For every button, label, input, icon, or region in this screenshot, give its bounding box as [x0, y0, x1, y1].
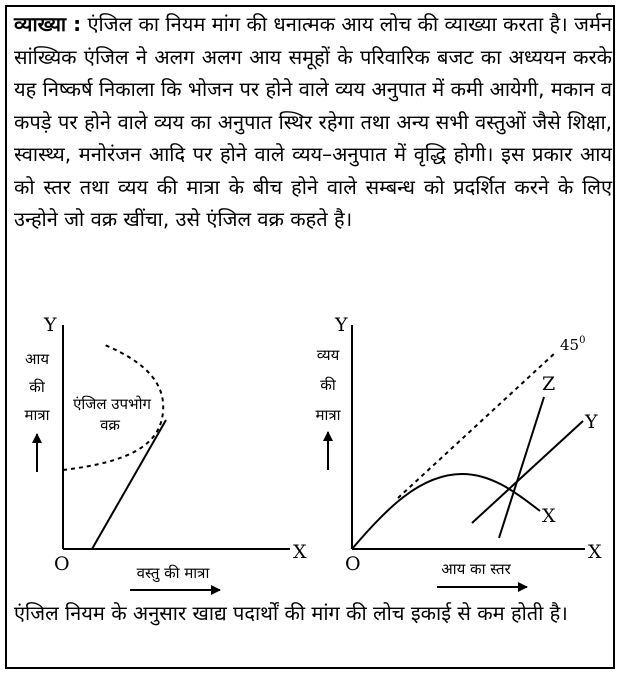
- left-diagram: [24, 314, 307, 590]
- left-x-axis-letter: X: [293, 541, 307, 563]
- curve-x-label: X: [542, 505, 556, 527]
- right-y-label-3: मात्रा: [315, 406, 341, 424]
- left-y-label-2: की: [29, 378, 45, 396]
- conclusion-paragraph: एंजिल नियम के अनुसार खाद्य पदार्थों की मांग की लोच इकाई से कम होती है।: [14, 601, 568, 625]
- intro-body: एंजिल का नियम मांग की धनात्मक आय लोच की व्याख्या करता है। जर्मन सांख्यिक एंजिल ने अलग अलग आय समूहों के परिवारिक बजट का अध्ययन करके यह निष्कर्ष निकाला कि भोजन पर होने वाले व्यय अनुपात में कमी आयेगी, मकान व कपड़े पर होने वाले व्यय का अनुपात स्थिर रहेगा तथा अन्य सभी वस्तुओं जैसे शिक्षा, स्वास्थ्य, मनोरंजन आदि पर होने वाले व्यय–अनुपात में वृद्धि होगी। इस प्रकार आय को स्तर तथा व्यय की मात्रा के बीच होने वाले सम्बन्ध को प्रदर्शित करने के लिए उन्होने जो वक्र खींचा, उसे एंजिल वक्र कहते है।: [14, 12, 613, 231]
- right-y-axis-letter: Y: [335, 314, 348, 336]
- left-y-axis-letter: Y: [44, 314, 57, 336]
- right-y-label-1: व्यय: [316, 346, 340, 364]
- intro-heading: व्याख्या :: [14, 12, 82, 36]
- curve-label-2: वक्र: [100, 416, 120, 434]
- angle-label: $45^0$: [560, 335, 586, 354]
- left-x-label: वस्तु की मात्रा: [136, 564, 210, 582]
- line-z: [499, 397, 544, 538]
- right-x-label: आय का स्तर: [441, 560, 511, 578]
- left-y-label-3: मात्रा: [24, 406, 50, 424]
- line-y: [472, 421, 583, 523]
- right-diagram: [315, 314, 602, 587]
- line-y-label: Y: [585, 411, 598, 433]
- left-straight-line: [92, 420, 166, 549]
- curve-label-1: एंजिल उपभोग: [73, 395, 151, 413]
- right-y-label-2: की: [320, 376, 336, 394]
- line-z-label: Z: [542, 373, 556, 395]
- left-origin: O: [54, 553, 70, 575]
- right-x-axis-letter: X: [588, 541, 602, 563]
- right-origin: O: [345, 553, 361, 575]
- left-y-label-1: आय: [24, 350, 50, 368]
